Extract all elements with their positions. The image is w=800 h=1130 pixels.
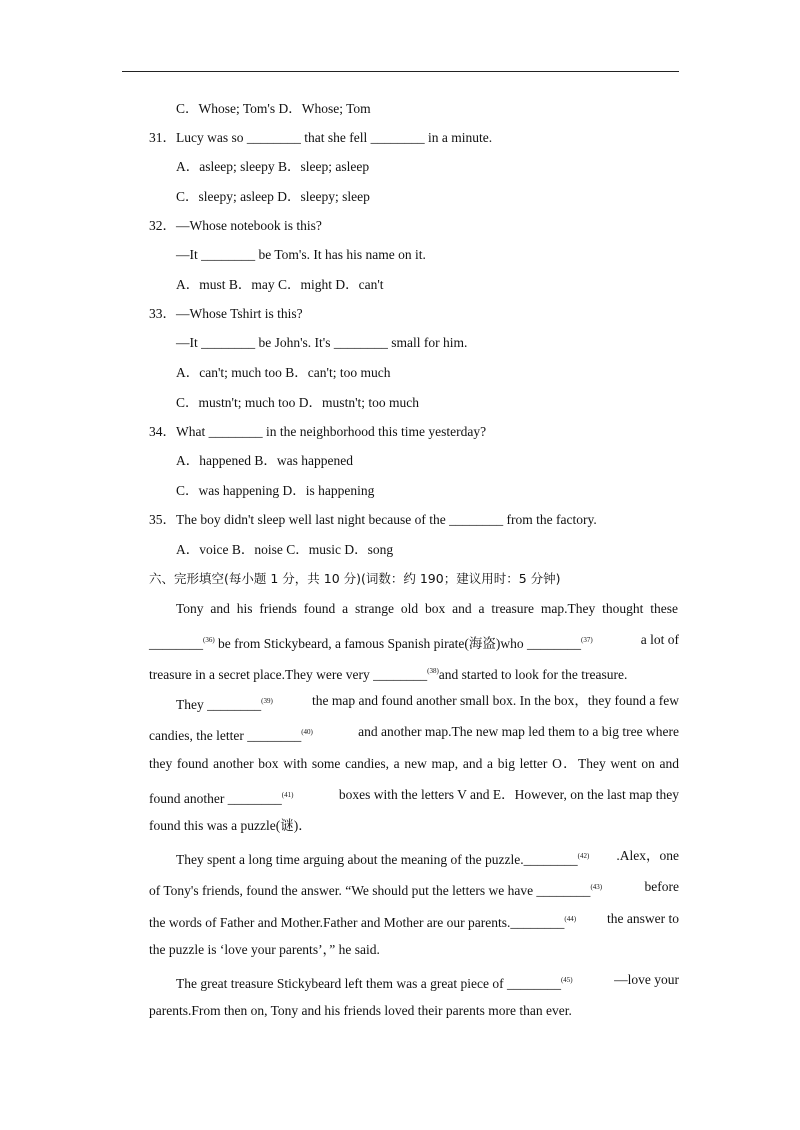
passage-segment — [176, 693, 273, 713]
question-34: 34．What ________ in the neighborhood this time yesterday? — [149, 424, 487, 439]
blank-number: (45) — [560, 976, 573, 984]
question-31-options-ab: A．asleep; sleepy B．sleep; asleep — [176, 159, 370, 174]
passage-segment: boxes with the letters V and E．However, on the last map they — [338, 787, 679, 802]
question-33-options-ab: A．can't; much too B．can't; too much — [176, 365, 391, 380]
passage-segment: The great treasure Stickybeard left them was a great piece of ________ — [176, 976, 561, 991]
passage-line — [149, 879, 679, 899]
passage-segment: found another ________ — [149, 791, 282, 806]
passage-segment — [149, 911, 576, 931]
question-33-response: —It ________ be John's. It's ________ small for him. — [176, 335, 468, 350]
section-heading: 六、完形填空(每小题 1 分，共 10 分)(词数：约 190；建议用时：5 分钟) — [149, 571, 561, 586]
passage-segment: —love your — [614, 972, 679, 987]
question-31-options-cd: C．sleepy; asleep D．sleepy; sleep — [176, 189, 370, 204]
question-33-options-cd: C．mustn't; much too D．mustn't; too much — [176, 395, 419, 410]
blank-number: (38) — [427, 667, 439, 675]
blank-number: (44) — [564, 915, 577, 923]
passage-line — [149, 911, 679, 931]
passage-segment: and started to look for the treasure. — [438, 667, 628, 682]
passage-segment: They spent a long time arguing about the meaning of the puzzle.________ — [176, 852, 578, 867]
passage-segment — [149, 879, 602, 899]
blank-number: (39) — [261, 697, 273, 705]
blank-number: (40) — [301, 728, 313, 736]
passage-segment — [149, 724, 313, 744]
question-32-options: A．must B．may C．might D．can't — [176, 277, 384, 292]
passage-segment: the answer to — [607, 911, 679, 926]
passage-line — [176, 848, 679, 868]
passage-line — [149, 787, 679, 807]
question-34-options-cd: C．was happening D．is happening — [176, 483, 375, 498]
header-rule — [122, 71, 679, 72]
passage-segment: candies, the letter ________ — [149, 728, 302, 743]
passage-segment: .Alex，one — [616, 848, 679, 863]
passage-segment: of Tony's friends, found the answer. “We should put the letters we have ________ — [149, 883, 591, 898]
passage-segment — [176, 848, 589, 868]
passage-segment — [176, 972, 573, 992]
passage-segment: treasure in a secret place.They were very ________ — [149, 667, 428, 682]
passage-segment — [149, 787, 293, 807]
question-31: 31．Lucy was so ________ that she fell ________ in a minute. — [149, 130, 493, 145]
blank-number: (36) — [203, 636, 215, 644]
passage-line: found this was a puzzle(谜)． — [149, 818, 312, 833]
passage-line — [149, 724, 679, 744]
question-33: 33．—Whose Tshirt is this? — [149, 306, 303, 321]
blank-number: (43) — [590, 883, 603, 891]
passage-line — [176, 693, 679, 713]
passage-segment: the map and found another small box. In the box，they found a few — [311, 693, 679, 708]
passage-segment: the words of Father and Mother.Father and Mother are our parents.________ — [149, 915, 565, 930]
question-32: 32．—Whose notebook is this? — [149, 218, 322, 233]
passage-segment — [149, 632, 593, 652]
passage-segment: be from Stickybeard, a famous Spanish pirate(海盗)who ________ — [214, 636, 581, 651]
blank-number: (41) — [281, 791, 294, 799]
blank-number: (37) — [580, 636, 593, 644]
passage-line — [176, 972, 679, 992]
passage-line: the puzzle is ‘love your parents’，” he said. — [149, 942, 380, 957]
passage-segment: and another map.The new map led them to a big tree where — [358, 724, 679, 739]
blank-number: (42) — [577, 852, 590, 860]
question-35: 35．The boy didn't sleep well last night because of the ________ from the factory. — [149, 512, 597, 527]
question-34-options-ab: A．happened B．was happened — [176, 453, 353, 468]
question-35-options: A．voice B．noise C．music D．song — [176, 542, 394, 557]
passage-line: parents.From then on, Tony and his friends loved their parents more than ever. — [149, 1003, 572, 1018]
question-32-response: —It ________ be Tom's. It has his name on it. — [176, 247, 426, 262]
blank: ________ — [149, 636, 203, 651]
passage-line — [149, 632, 679, 652]
option-line: C．Whose; Tom's D．Whose; Tom — [176, 101, 371, 116]
passage-line: Tony and his friends found a strange old box and a treasure map.They thought these — [176, 601, 678, 616]
passage-segment: They ________ — [176, 697, 262, 712]
passage-line: they found another box with some candies, a new map, and a big letter O．They went on and — [149, 756, 679, 771]
passage-segment: before — [644, 879, 679, 894]
passage-line — [149, 663, 627, 683]
passage-segment: a lot of — [640, 632, 679, 647]
